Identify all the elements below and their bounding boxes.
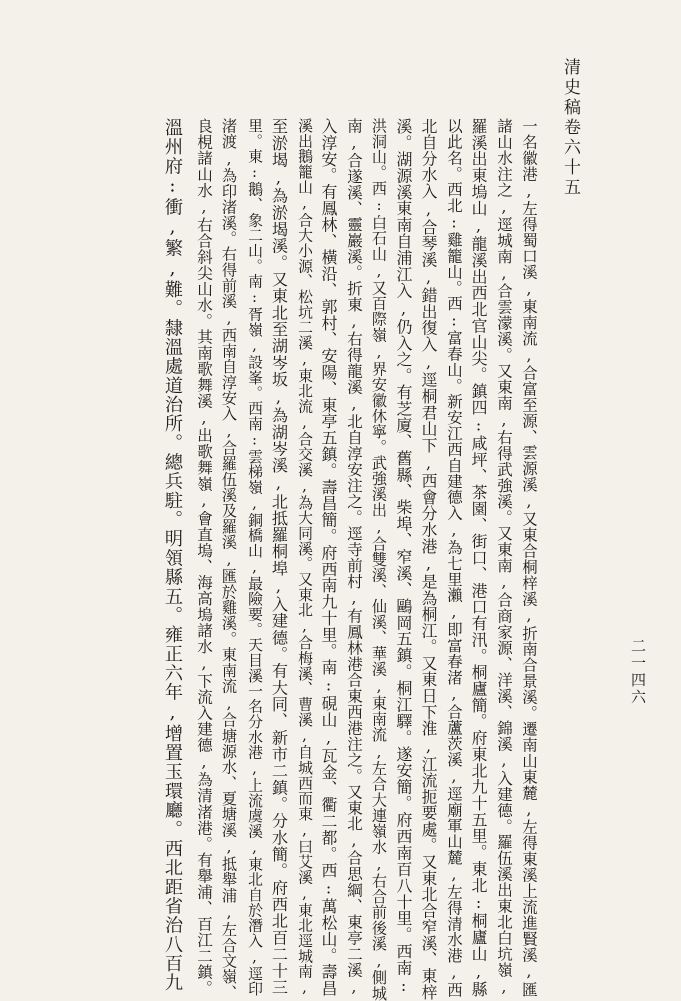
text-column: 溪。湖源溪東南自浦江入,仍入之。有芝廈、舊縣、柴埠、窄溪、鷗岡五鎮。桐江驛。遂安簡。府西南百八十里。西南:: [394, 118, 413, 996]
text-column: 諸山水注之,逕城南,合雲濛溪。又東南,右得武強溪。又東南,合商家源、洋溪、錦溪,入建德。羅伍溪出東北白坑嶺,: [495, 118, 513, 997]
text-column: 北自分水入,合琴溪,錯出復入,逕桐君山下,西會分水港,是為桐江。又東日下淮,江流扼要處。又東北合窄溪、東梓: [419, 118, 438, 1001]
text-column: 溪出鵝籠山,合大小源、松坑二溪,東北流,合交溪,為大同溪。又東北,合梅溪、曹溪,自城西而東,曰艾溪,東北逕城南,: [296, 118, 313, 997]
text-column-prefecture-heading: 溫州府:衝,繁,難。隸溫處道治所。總兵駐。明領縣五。雍正六年,增置玉環廳。西北距省治八百九: [162, 118, 183, 993]
text-column: 以此名。西北:雞籠山。西:富春山。新安江西自建德入,為七里瀨,即富春渚,合蘆茨溪,逕廟軍山麓,左得清水港,西: [445, 118, 463, 998]
text-column: 渚渡,為印渚溪。右得前溪,西南自淳安入,合羅伍溪及羅溪,匯於雞溪。東南流,合塘源水、夏塘溪,抵舉浦,左合文嶺、: [220, 118, 238, 1001]
text-column: 南,合遂溪、靈巖溪。折東,右得龍溪,北自淳安注之。逕寺前村,有鳳林港合東西港注之。又東北,合思綱、東亭二溪,: [345, 118, 363, 997]
text-column: 良梘諸山水,右合斜尖山水。其南歌舞溪,出歌舞嶺,會直塢、海高塢諸水,下流入建德,為清渚港。有舉浦、百江二鎮。: [195, 118, 213, 996]
text-column: 里。東:鵝、象二山。南:胥嶺,設峯。西南:雲梯嶺,銅橋山,最險要。天目溪一名分水港,上流虞溪,東北自於潛入,逕印: [246, 118, 263, 997]
text-column: 入淳安。有鳳林、橫沿、郭村、安陽、東亭五鎮。壽昌簡。府西南九十里。南:硯山,瓦金、衢二都。西:萬松山。壽昌: [319, 118, 338, 997]
text-column: 一名徽港,左得蜀口溪,東南流,合富至源、雲源溪,又東合桐梓溪,折南合景溪。遷南山東麓,左得東溪上流進賢溪,匯: [520, 118, 538, 998]
running-title: 清史稿卷六十五: [560, 58, 580, 198]
page-number: 二一四六: [629, 638, 647, 706]
text-column: 羅溪出東塢山,龍溪出西北官山尖。鎮四:咸坪、茶園、街口、港口有汛。桐廬簡。府東北九十五里。東北:桐廬山,縣: [469, 118, 488, 998]
text-column: 至淤堨,為淤堨溪。又東北至湖岑坂,為湖岑溪,北抵羅桐埠,入建德。有大同、新市二鎮。分水簡。府西北百二十三: [269, 118, 288, 996]
text-column: 洪洞山。西:白石山,又百際嶺,界安徽休寧。武強溪出,合雙溪、仙溪、華溪,東南流,左合大連嶺水,右合前後溪,側城: [370, 118, 388, 1001]
